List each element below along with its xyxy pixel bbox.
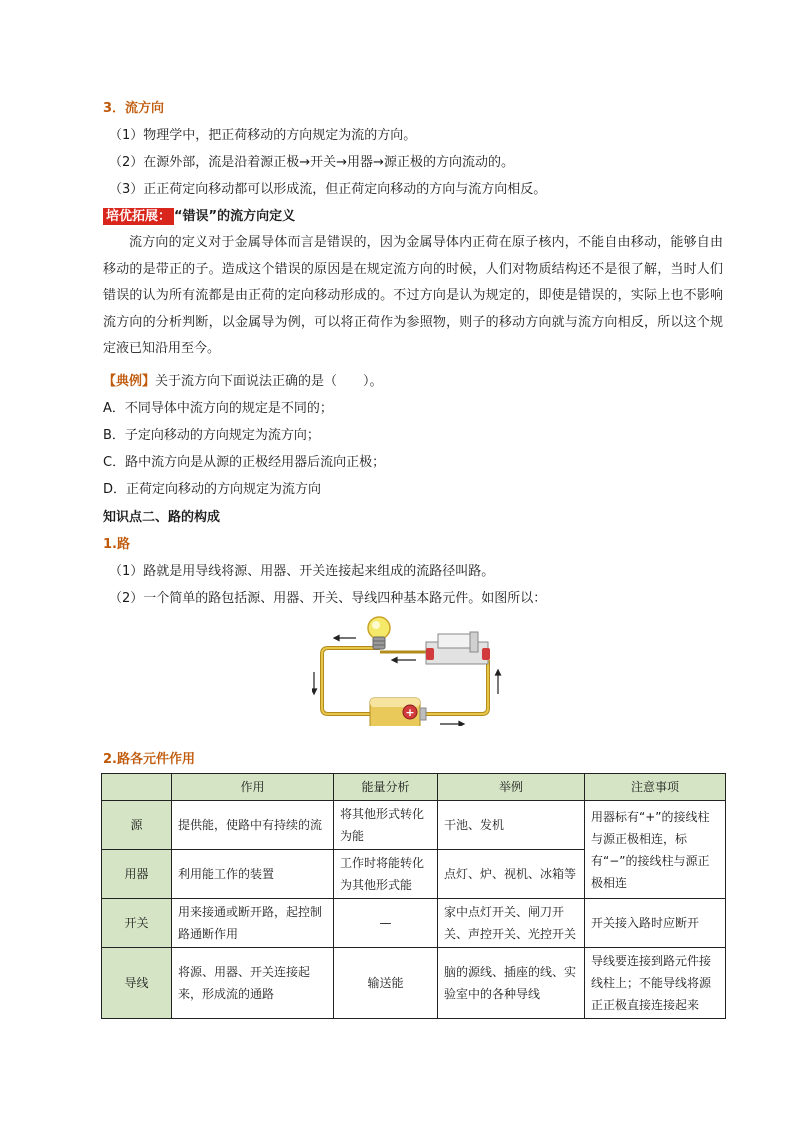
example-option-b: B．子定向移动的方向规定为流方向； [103,428,320,443]
example-option-c: C．路中流方向是从源的正极经用器后流向正极； [103,455,386,470]
row-name: 导线 [102,948,172,1019]
row-role: 提供能，使路中有持续的流 [172,801,334,850]
example-tag: 【典例】 [103,374,156,389]
row-energy: 工作时将能转化为其他形式能 [334,850,438,899]
table-row [102,899,726,948]
row-note: 导线要连接到路元件接线柱上；不能导线将源正正极直接连接起来 [585,948,726,1019]
table-header-energy: 能量分析 [334,774,438,801]
row-energy: 输送能 [334,948,438,1019]
light-bulb [368,617,390,649]
table-row [102,948,726,1019]
knife-switch [426,632,490,664]
extension-title: “错误”的流方向定义 [174,209,296,224]
section3-item-3: （3）正正荷定向移动都可以形成流，但正荷定向移动的方向与流方向相反。 [109,182,547,197]
knowledge2-sub1-title: 1.路 [103,537,130,552]
table-header-row [102,774,726,801]
example-option-d: D．正荷定向移动的方向规定为流方向 [103,482,322,497]
example-option-a: A．不同导体中流方向的规定是不同的； [103,401,333,416]
components-table [101,773,726,1019]
row-role: 用来接通或断开路，起控制路通断作用 [172,899,334,948]
row-role: 利用能工作的装置 [172,850,334,899]
row-name: 开关 [102,899,172,948]
table-header-blank [102,774,172,801]
section3-item-1: （1）物理学中，把正荷移动的方向规定为流的方向。 [109,128,417,143]
table-header-example: 举例 [438,774,585,801]
row-note-merged: 用器标有“+”的接线柱与源正极相连，标有“−”的接线柱与源正极相连 [585,801,726,899]
row-name: 用器 [102,850,172,899]
example-question: 关于流方向下面说法正确的是（ ）。 [155,374,383,389]
row-example: 干池、发机 [438,801,585,850]
row-role: 将源、用器、开关连接起来，形成流的通路 [172,948,334,1019]
table-section-title: 2.路各元件作用 [103,752,195,767]
extension-badge: 培优拓展： [103,208,174,225]
battery-plus-symbol: + [405,706,415,719]
knowledge2-title: 知识点二、路的构成 [103,510,221,525]
section3-title: 3．流方向 [103,101,165,116]
knowledge2-item-2: （2）一个简单的路包括源、用器、开关、导线四种基本路元件。如图所以： [109,591,547,606]
row-energy: — [334,899,438,948]
row-example: 点灯、炉、视机、冰箱等 [438,850,585,899]
knowledge2-item-1: （1）路就是用导线将源、用器、开关连接起来组成的流路径叫路。 [109,564,495,579]
table-row [102,801,726,850]
extension-heading [103,205,295,224]
circuit-diagram [312,612,502,726]
row-energy: 将其他形式转化为能 [334,801,438,850]
battery [370,698,426,726]
table-header-note: 注意事项 [585,774,726,801]
row-note: 开关接入路时应断开 [585,899,726,948]
table-header-role: 作用 [172,774,334,801]
extension-body: 流方向的定义对于金属导体而言是错误的，因为金属导体内正荷在原子核内，不能自由移动，能够自由移动的是带正的子。造成这个错误的原因是在规定流方向的时候，人们对物质结构还不是很了解，当时人们错误的认为所有流都是由正荷的定向移动形成的。不过方向是认为规定的，即使是错误的，实际上也不影响流方向的分析判断，以金属导为例，可以将正荷作为参照物，则子的移动方向就与流方向相反，所以这个规定液已知沿用至今。 [103,235,723,356]
row-name: 源 [102,801,172,850]
example-question-line [103,370,383,389]
row-example: 家中点灯开关、闸刀开关、声控开关、光控开关 [438,899,585,948]
row-example: 脑的源线、插座的线、实验室中的各种导线 [438,948,585,1019]
section3-item-2: （2）在源外部，流是沿着源正极→开关→用器→源正极的方向流动的。 [109,155,514,170]
